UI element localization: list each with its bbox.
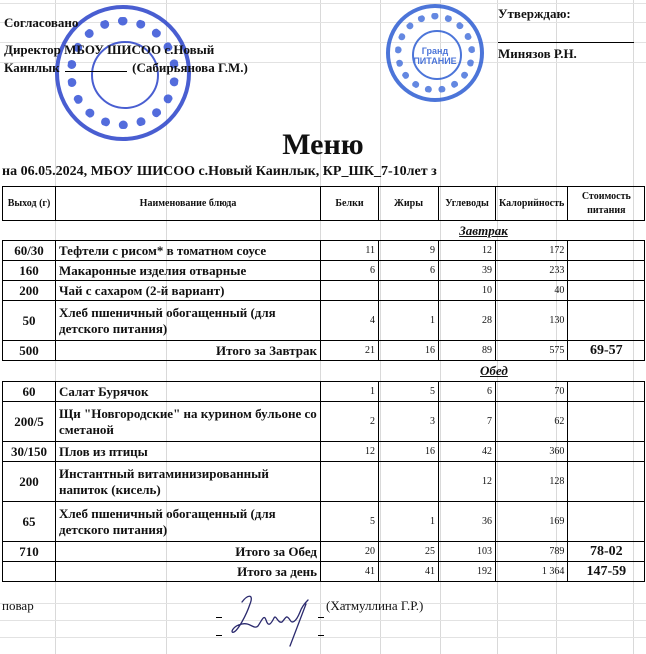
total-row-lunch: 710 Итого за Обед 20 25 103 789 78-02 xyxy=(3,542,645,562)
table-row: 200/5 Щи "Новгородские" на курином бульоне со сметаной 2 3 7 62 xyxy=(3,402,645,442)
signature-dash xyxy=(318,617,324,618)
table-row: 30/150 Плов из птицы 12 16 42 360 xyxy=(3,442,645,462)
table-row: 160 Макаронные изделия отварные 6 6 39 233 xyxy=(3,261,645,281)
signature-dash xyxy=(216,635,222,636)
table-header-row xyxy=(3,187,645,221)
table-row: 200 Чай с сахаром (2-й вариант) 10 40 xyxy=(3,281,645,301)
cook-label: повар xyxy=(2,598,34,613)
approver-name: Минязов Р.Н. xyxy=(498,46,577,61)
signature-dash xyxy=(216,617,222,618)
header-calories: Калорийность xyxy=(496,187,568,221)
director-name: (Сабирьянова Г.М.) xyxy=(132,60,248,75)
table-row: 60 Салат Бурячок 1 5 6 70 xyxy=(3,382,645,402)
menu-table xyxy=(2,186,645,582)
table-row: 65 Хлеб пшеничный обогащенный (для детского питания) 5 1 36 169 xyxy=(3,502,645,542)
gridline xyxy=(0,620,646,621)
approval-agreed-block xyxy=(4,14,248,77)
header-dish: Наименование блюда xyxy=(56,187,321,221)
section-header-breakfast: Завтрак xyxy=(459,222,508,238)
table-row: 60/30 Тефтели с рисом* в томатном соусе 11 9 12 172 xyxy=(3,241,645,261)
approve-label: Утверждаю: xyxy=(498,6,571,21)
catering-stamp xyxy=(386,4,484,102)
page-title: Меню xyxy=(282,128,364,161)
gridline xyxy=(0,603,646,604)
signature-dash xyxy=(318,635,324,636)
header-yield: Выход (г) xyxy=(3,187,56,221)
page-subtitle: на 06.05.2024, МБОУ ШИСОО с.Новый Каинлык, КР_ШК_7-10лет з xyxy=(2,164,437,179)
total-row-breakfast: 500 Итого за Завтрак 21 16 89 575 69-57 xyxy=(3,341,645,361)
header-carbs: Углеводы xyxy=(439,187,496,221)
director-line2: Каинлык (Сабирьянова Г.М.) xyxy=(4,60,248,75)
approval-approve-block xyxy=(498,6,577,61)
approver-signature-line xyxy=(498,42,634,43)
table-row: 50 Хлеб пшеничный обогащенный (для детского питания) 4 1 28 130 xyxy=(3,301,645,341)
gridline xyxy=(0,637,646,638)
section-header-lunch: Обед xyxy=(480,363,508,378)
header-cost: Стоимость питания xyxy=(568,187,645,221)
gridline xyxy=(0,3,646,4)
cook-signature xyxy=(228,590,318,650)
cook-name: (Хатмуллина Г.Р.) xyxy=(326,598,424,613)
agreed-label: Согласовано xyxy=(4,15,79,30)
director-line1: Директор МБОУ ШИСОО с.Новый xyxy=(4,42,215,57)
header-fat: Жиры xyxy=(379,187,439,221)
signature-line xyxy=(65,71,127,72)
table-row: 200 Инстантный витаминизированный напиток (кисель) 12 128 xyxy=(3,462,645,502)
stamp-label: Гранд ПИТАНИЕ xyxy=(413,46,457,66)
total-row-day: Итого за день 41 41 192 1 364 147-59 xyxy=(3,562,645,582)
header-protein: Белки xyxy=(321,187,379,221)
